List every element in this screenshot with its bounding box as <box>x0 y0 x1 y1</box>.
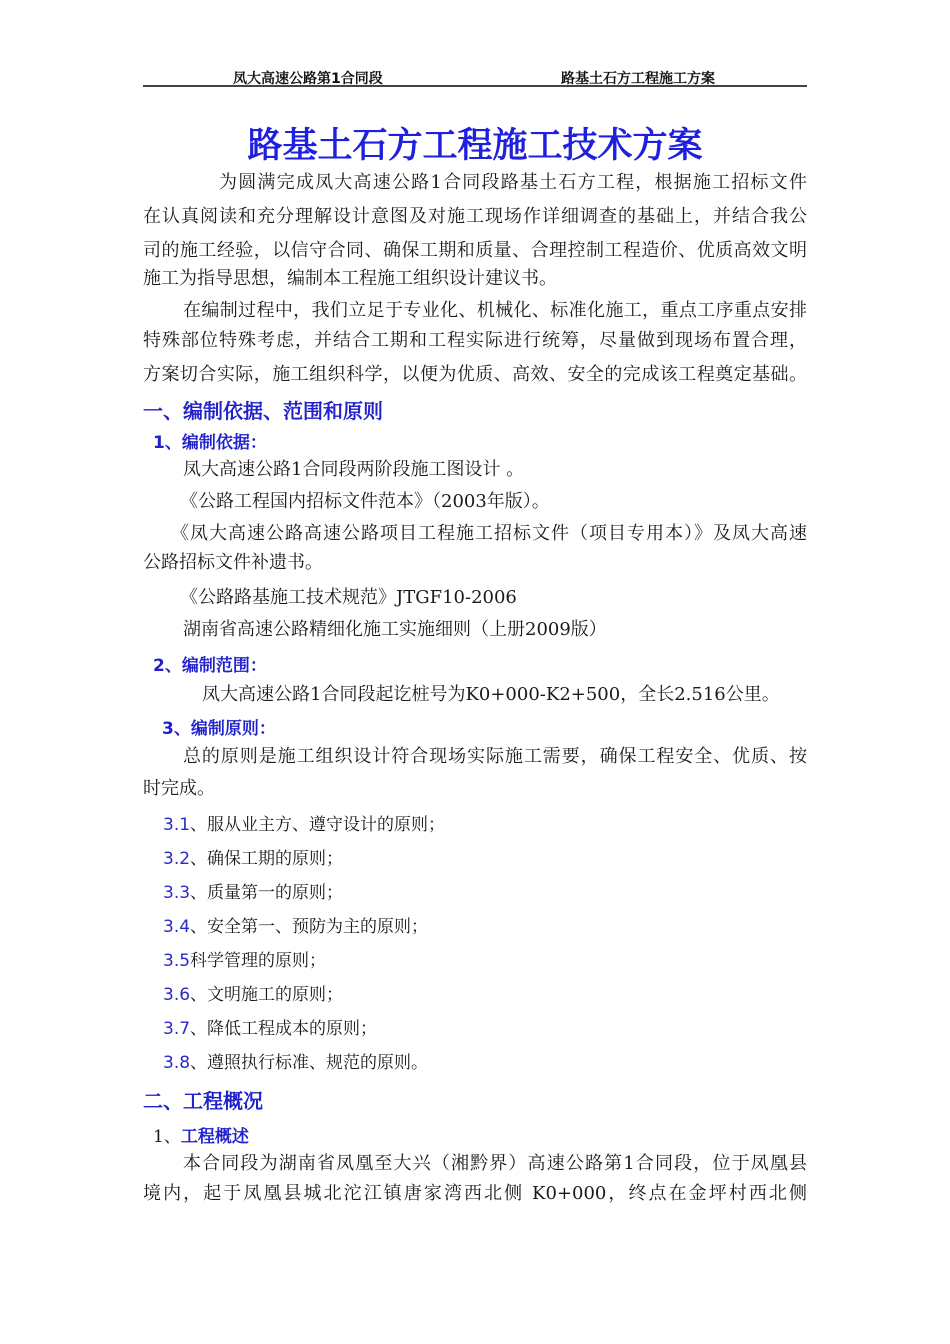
paragraph-line: 在认真阅读和充分理解设计意图及对施工现场作详细调查的基础上，并结合我公 <box>143 206 807 227</box>
subsection-heading-principles: 3、编制原则： <box>162 719 276 739</box>
basis-item: 湖南省高速公路精细化施工实施细则（上册2009版） <box>183 619 607 640</box>
scope-text: 凤大高速公路1合同段起讫桩号为K0+000-K2+500，全长2.516公里。 <box>202 684 780 705</box>
principle-item: 3.1、服从业主方、遵守设计的原则； <box>163 815 446 835</box>
paragraph-line: 方案切合实际，施工组织科学，以便为优质、高效、安全的完成该工程奠定基础。 <box>143 364 807 385</box>
paragraph-line: 为圆满完成凤大高速公路1合同段路基土石方工程，根据施工招标文件 <box>219 172 807 193</box>
section-heading-2: 二、工程概况 <box>143 1089 263 1113</box>
basis-item: 《公路路基施工技术规范》JTGF10-2006 <box>180 587 517 608</box>
basis-item: 凤大高速公路1合同段两阶段施工图设计 。 <box>183 459 525 480</box>
principle-item: 3.5科学管理的原则； <box>163 951 327 971</box>
principle-item: 3.2、确保工期的原则； <box>163 849 344 869</box>
basis-item: 《凤大高速公路高速公路项目工程施工招标文件（项目专用本）》及凤大高速 <box>171 523 807 544</box>
page-header <box>143 64 807 86</box>
paragraph-line: 司的施工经验，以信守合同、确保工期和质量、合理控制工程造价、优质高效文明 <box>143 240 807 261</box>
principle-item: 3.3、质量第一的原则； <box>163 883 344 903</box>
subsection-heading-scope: 2、编制范围： <box>153 656 267 676</box>
paragraph-line: 本合同段为湖南省凤凰至大兴（湘黔界）高速公路第1合同段，位于凤凰县 <box>183 1153 807 1174</box>
principles-intro-line: 时完成。 <box>143 778 215 799</box>
header-divider <box>143 85 807 87</box>
subsection-heading-overview: 1、工程概述 <box>153 1127 249 1147</box>
principle-item: 3.8、遵照执行标准、规范的原则。 <box>163 1053 429 1073</box>
principle-item: 3.4、安全第一、预防为主的原则； <box>163 917 429 937</box>
principle-item: 3.6、文明施工的原则； <box>163 985 344 1005</box>
basis-item: 公路招标文件补遗书。 <box>143 552 323 573</box>
paragraph-line: 境内，起于凤凰县城北沱江镇唐家湾西北侧 K0+000，终点在金坪村西北侧 <box>143 1183 807 1204</box>
paragraph-line: 特殊部位特殊考虑，并结合工期和工程实际进行统筹，尽量做到现场布置合理， <box>143 330 807 351</box>
header-left: 凤大高速公路第1合同段 <box>233 71 383 87</box>
principle-item: 3.7、降低工程成本的原则； <box>163 1019 378 1039</box>
paragraph-line: 施工为指导思想，编制本工程施工组织设计建议书。 <box>143 268 557 289</box>
section-heading-1: 一、编制依据、范围和原则 <box>143 399 383 423</box>
document-title: 路基土石方工程施工技术方案 <box>247 126 703 166</box>
header-right: 路基土石方工程施工方案 <box>561 71 715 87</box>
subsection-heading-basis: 1、编制依据： <box>153 433 267 453</box>
paragraph-line: 在编制过程中，我们立足于专业化、机械化、标准化施工，重点工序重点安排 <box>183 300 807 321</box>
basis-item: 《公路工程国内招标文件范本》（2003年版）。 <box>180 491 550 512</box>
principles-intro-line: 总的原则是施工组织设计符合现场实际施工需要，确保工程安全、优质、按 <box>183 746 807 767</box>
